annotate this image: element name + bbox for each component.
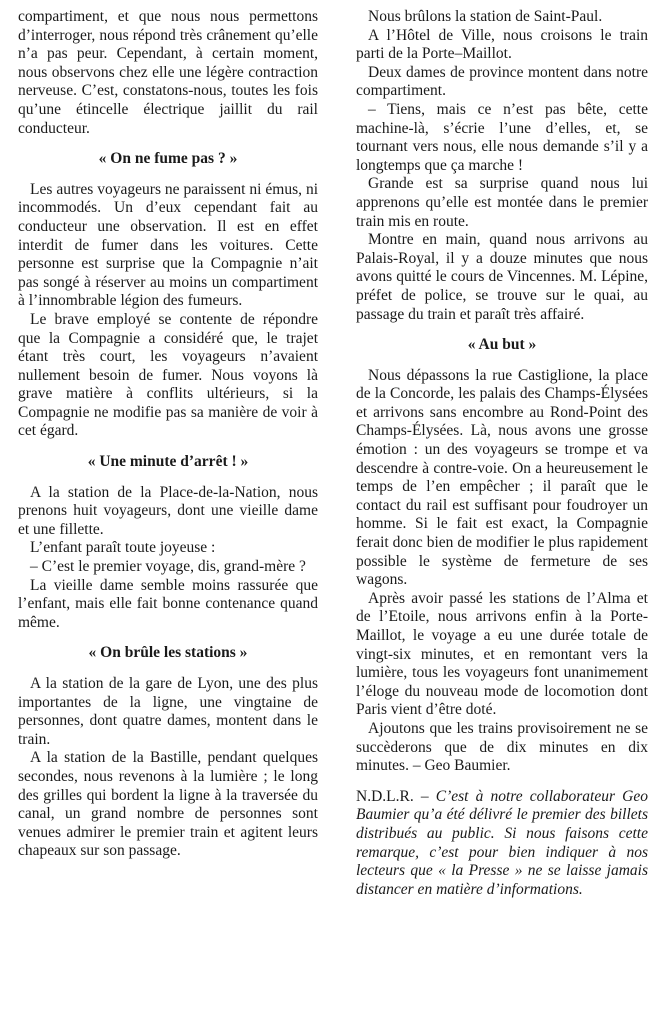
editor-note — [356, 788, 648, 900]
section-heading-burning-stations: « On brûle les stations » — [88, 644, 248, 662]
section-heading-no-smoking: « On ne fume pas ? » — [98, 150, 238, 168]
paragraph: Nous dépassons la rue Castiglione, la place de la Concorde, les palais des Champs-Élysées et arrivons sans encombre au Rond-Point des Champs-Élysées. Là, nous avons une grosse émotion : un des voyageurs se trompe et va descendre à contre-voie. On a heureusement le temps de l’en empêcher ; il paraît que le contact du rail est suffisant pour foudroyer un homme. Si le fait est exact, la Compagnie ferait donc bien de modifier le plus rapidement possible le système de fermeture de ses wagons. — [356, 366, 648, 589]
paragraph: A la station de la gare de Lyon, une des plus importantes de la ligne, une vingtaine de personnes, dont quatre dames, montent dans le train. — [18, 675, 318, 748]
section-heading-destination: « Au but » — [467, 336, 537, 354]
paragraph: Les autres voyageurs ne paraissent ni émus, ni incommodés. Un d’eux cependant fait au conducteur une observation. Il est en effet interdit de fumer dans les voitures. Cette personne est surprise que la Compagnie n’ait pas songé à réserver au moins un compartiment à l’innombrable légion des fumeurs. — [18, 180, 318, 310]
right-column — [356, 8, 648, 899]
intro-paragraph: compartiment, et que nous nous permettons d’interroger, nous répond très crânement qu’elle n’a pas peur. Cependant, à certain moment, nous observons chez elle une légère contraction nerveuse. C’est, constatons-nous, toutes les fois qu’une étincelle électrique jaillit du rail conducteur. — [18, 8, 318, 137]
paragraph: Montre en main, quand nous arrivons au Palais-Royal, il y a douze minutes que nous avons quitté le cours de Vincennes. M. Lépine, préfet de police, se trouve sur le quai, au passage du train et paraît très affairé. — [356, 231, 648, 323]
paragraph: L’enfant paraît toute joyeuse : — [30, 539, 216, 557]
left-column — [18, 8, 318, 861]
paragraph: Le brave employé se contente de répondre que la Compagnie a considéré que, le trajet étant très court, les voyageurs n’avaient nullement besoin de fumer. Nous voyons là grave matière à conflits ultérieurs, si la Compagnie ne modifie pas sa manière de voir à cet égard. — [18, 310, 318, 440]
paragraph: La vieille dame semble moins rassurée que l’enfant, mais elle fait bonne contenance quand même. — [18, 576, 318, 631]
paragraph: Grande est sa surprise quand nous lui apprenons qu’elle est montée dans le premier train mis en route. — [356, 175, 648, 230]
paragraph: Après avoir passé les stations de l’Alma et de l’Etoile, nous arrivons enfin à la Porte-Maillot, le voyage a eu une durée totale de vingt-six minutes, et en remontant vers la lumière, tous les voyageurs font unanimement l’éloge du nouveau mode de locomotion dont Paris vient d’être doté. — [356, 589, 648, 719]
paragraph: A la station de la Place-de-la-Nation, nous prenons huit voyageurs, dont une vieille dame et une fillette. — [18, 483, 318, 538]
paragraph: Ajoutons que les trains provisoirement ne se succèderons que de dix minutes en dix minutes. – Geo Baumier. — [356, 719, 648, 775]
editor-note-label: N.D.L.R. – — [356, 787, 436, 805]
paragraph: – C’est le premier voyage, dis, grand-mère ? — [30, 558, 306, 576]
paragraph: A l’Hôtel de Ville, nous croisons le train parti de la Porte–Maillot. — [356, 26, 648, 63]
paragraph: Nous brûlons la station de Saint-Paul. — [368, 8, 603, 25]
section-heading-one-minute-stop: « Une minute d’arrêt ! » — [87, 453, 249, 471]
paragraph: Deux dames de province montent dans notre compartiment. — [356, 63, 648, 100]
paragraph: A la station de la Bastille, pendant quelques secondes, nous revenons à la lumière ; le long des grilles qui bordent la ligne à la traversée du canal, un grand nombre de personnes sont venues admirer le premier train et agitent leurs chapeaux sur son passage. — [18, 749, 318, 860]
paragraph: – Tiens, mais ce n’est pas bête, cette machine-là, s’écrie l’une d’elles, et, se tournant vers nous, elle nous demande s’il y a longtemps que ça marche ! — [356, 100, 648, 174]
editor-note-text: C’est à notre collaborateur Geo Baumier qu’a été délivré le premier des billets distribués au public. Si nous faisons cette remarque, c’est pour bien indiquer à nos lecteurs que « la Presse » ne se laisse jamais distancer en matière d’informations. — [356, 787, 648, 898]
